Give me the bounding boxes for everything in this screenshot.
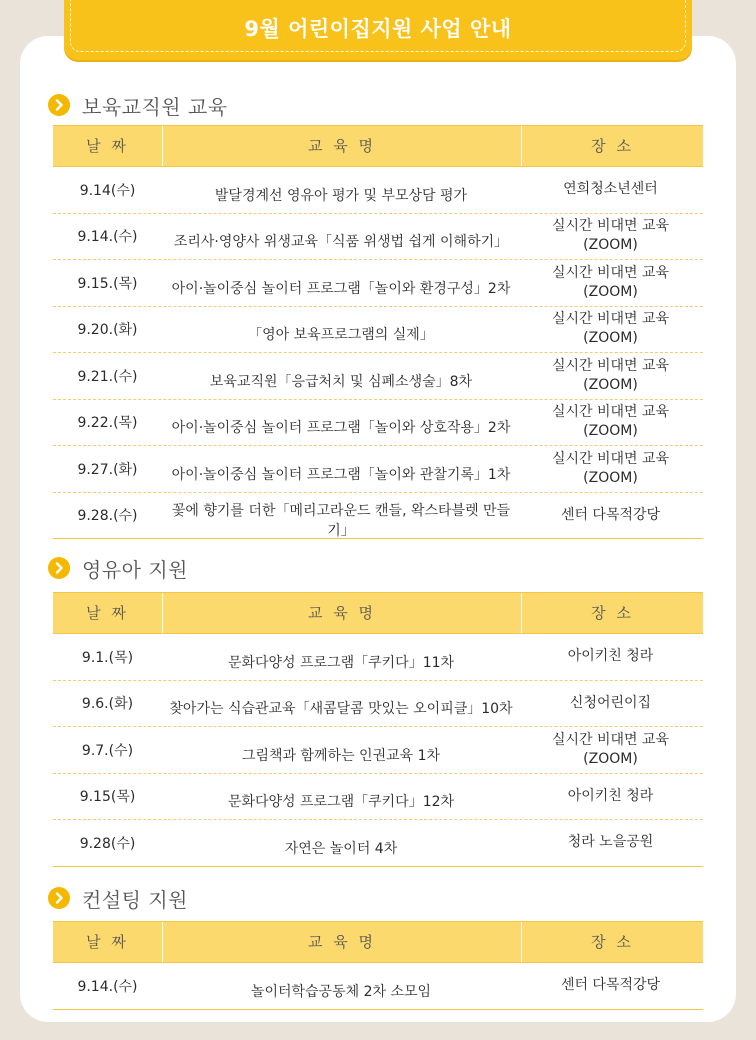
table-row xyxy=(53,681,703,728)
table-row xyxy=(53,774,703,821)
place-cell: 아이키친 청라 xyxy=(567,787,654,804)
table-row xyxy=(53,260,703,307)
place-cell: 센터 다목적강당 xyxy=(560,506,661,523)
title-banner xyxy=(64,0,692,60)
date-cell: 9.14(수) xyxy=(79,182,136,199)
table-header xyxy=(53,921,703,963)
schedule-table xyxy=(53,592,703,867)
program-cell: 문화다양성 프로그램「쿠키다」12차 xyxy=(227,794,455,811)
place-column-header: 장 소 xyxy=(591,933,634,951)
table-row xyxy=(53,214,703,261)
table-header xyxy=(53,592,703,634)
chevron-right-circle-icon xyxy=(48,94,70,116)
place-cell: 센터 다목적강당 xyxy=(560,977,661,994)
date-cell: 9.15.(목) xyxy=(77,275,138,292)
page-title: 9월 어린이집지원 사업 안내 xyxy=(244,17,512,41)
section-heading xyxy=(48,90,228,120)
place-cell: 청라 노을공원 xyxy=(567,834,654,851)
date-cell: 9.28.(수) xyxy=(77,508,138,525)
table-row xyxy=(53,493,703,540)
table-row xyxy=(53,634,703,681)
table-header xyxy=(53,125,703,167)
date-cell: 9.21.(수) xyxy=(77,368,138,385)
program-cell: 「영아 보육프로그램의 실제」 xyxy=(248,327,434,344)
program-cell: 자연은 놀이터 4차 xyxy=(284,840,398,857)
place-cell: 아이키친 청라 xyxy=(567,648,654,665)
program-cell: 아이·놀이중심 놀이터 프로그램「놀이와 환경구성」2차 xyxy=(171,280,511,297)
section-title: 컨설팅 지원 xyxy=(82,887,188,912)
program-cell: 꽃에 향기를 더한「메리고라운드 캔들, 왁스타블렛 만들기」 xyxy=(171,503,511,540)
program-cell: 놀이터학습공동체 2차 소모임 xyxy=(250,983,432,1000)
date-cell: 9.1.(목) xyxy=(81,649,134,666)
date-column-header: 날 짜 xyxy=(86,137,129,155)
program-cell: 그림책과 함께하는 인권교육 1차 xyxy=(241,747,441,764)
place-column-header: 장 소 xyxy=(591,137,634,155)
table-row xyxy=(53,353,703,400)
place-cell: 실시간 비대면 교육 (ZOOM) xyxy=(551,218,670,254)
schedule-table xyxy=(53,125,703,539)
date-cell: 9.14.(수) xyxy=(77,978,138,995)
chevron-right-circle-icon xyxy=(48,557,70,579)
program-cell: 발달경계선 영유아 평가 및 부모상담 평가 xyxy=(214,187,468,204)
program-cell: 아이·놀이중심 놀이터 프로그램「놀이와 상호작용」2차 xyxy=(171,420,511,437)
date-cell: 9.20.(화) xyxy=(77,322,138,339)
table-row xyxy=(53,727,703,774)
place-column-header: 장 소 xyxy=(591,604,634,622)
chevron-right-circle-icon xyxy=(48,887,70,909)
table-row xyxy=(53,167,703,214)
section-heading xyxy=(48,883,188,913)
program-column-header: 교 육 명 xyxy=(162,126,522,166)
date-cell: 9.28(수) xyxy=(79,835,136,852)
table-row xyxy=(53,963,703,1010)
table-row xyxy=(53,446,703,493)
place-cell: 실시간 비대면 교육 (ZOOM) xyxy=(551,731,670,767)
section-title: 보육교직원 교육 xyxy=(82,94,228,119)
program-column-header: 교 육 명 xyxy=(162,593,522,633)
date-column-header: 날 짜 xyxy=(86,933,129,951)
date-cell: 9.14.(수) xyxy=(77,229,138,246)
place-cell: 연희청소년센터 xyxy=(563,181,658,198)
date-column-header: 날 짜 xyxy=(86,604,129,622)
place-cell: 신청어린이집 xyxy=(569,694,652,711)
program-cell: 찾아가는 식습관교육「새콤달콤 맛있는 오이피클」10차 xyxy=(169,701,513,718)
place-cell: 실시간 비대면 교육 (ZOOM) xyxy=(551,357,670,393)
place-cell: 실시간 비대면 교육 (ZOOM) xyxy=(551,264,670,300)
table-row xyxy=(53,820,703,867)
program-column-header: 교 육 명 xyxy=(162,922,522,962)
section-heading xyxy=(48,553,188,583)
program-cell: 아이·놀이중심 놀이터 프로그램「놀이와 관찰기록」1차 xyxy=(171,466,511,483)
section-title: 영유아 지원 xyxy=(82,557,188,582)
table-row xyxy=(53,400,703,447)
date-cell: 9.15(목) xyxy=(79,789,136,806)
table-row xyxy=(53,307,703,354)
date-cell: 9.6.(화) xyxy=(81,696,134,713)
date-cell: 9.27.(화) xyxy=(77,461,138,478)
place-cell: 실시간 비대면 교육 (ZOOM) xyxy=(551,311,670,347)
program-cell: 문화다양성 프로그램「쿠키다」11차 xyxy=(227,654,455,671)
schedule-table xyxy=(53,921,703,1010)
date-cell: 9.22.(목) xyxy=(77,415,138,432)
program-cell: 조리사·영양사 위생교육「식품 위생법 쉽게 이해하기」 xyxy=(173,234,509,251)
program-cell: 보육교직원「응급처치 및 심폐소생술」8차 xyxy=(209,373,473,390)
date-cell: 9.7.(수) xyxy=(81,742,134,759)
place-cell: 실시간 비대면 교육 (ZOOM) xyxy=(551,450,670,486)
place-cell: 실시간 비대면 교육 (ZOOM) xyxy=(551,404,670,440)
